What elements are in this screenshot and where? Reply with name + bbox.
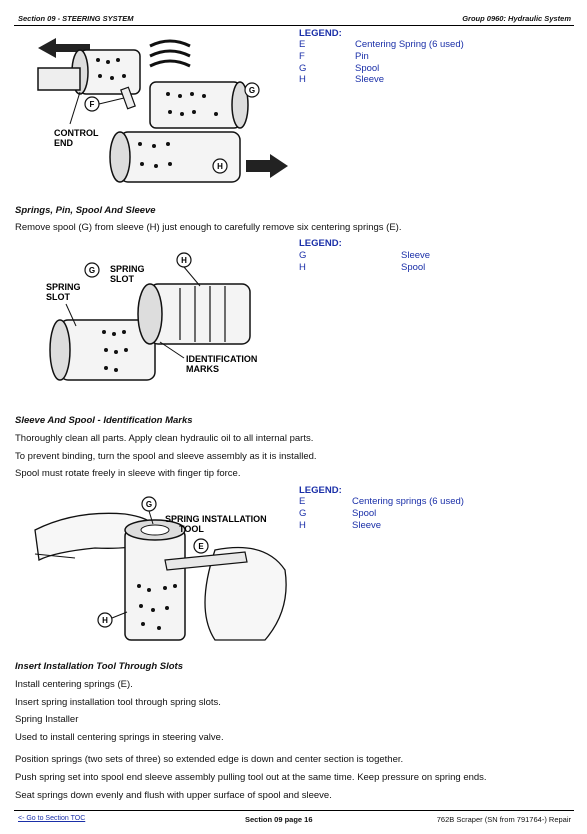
header-section-title: Section 09 - STEERING SYSTEM <box>18 14 134 23</box>
callout-g: G <box>248 86 256 95</box>
callout-h: H <box>217 162 223 171</box>
label-spring-slot-top-2: SLOT <box>110 274 134 284</box>
legend-1-value: Pin <box>355 51 369 62</box>
paragraph-line: Used to install centering springs in steering valve. <box>15 732 224 743</box>
legend-2-key: H <box>299 262 306 273</box>
section-heading-insert-installation-tool: Insert Installation Tool Through Slots <box>15 661 184 672</box>
legend-3-key: G <box>299 508 307 519</box>
legend-3-value: Spool <box>352 508 377 519</box>
legend-3-key: H <box>299 520 306 531</box>
go-to-section-toc-link[interactable]: <- Go to Section TOC <box>18 815 86 822</box>
callout-g-2: G <box>88 266 96 275</box>
header-divider <box>14 25 574 26</box>
figure-spool-sleeve-exploded <box>20 32 290 192</box>
paragraph-line: To prevent binding, turn the spool and sleeve assembly as it is installed. <box>15 451 317 462</box>
paragraph-line: Remove spool (G) from sleeve (H) just enough to carefully remove six centering springs (E). <box>15 222 402 233</box>
callout-h-3: H <box>102 616 108 625</box>
callout-e-3: E <box>198 542 204 551</box>
callout-g-3: G <box>145 500 153 509</box>
legend-1-key: H <box>299 74 306 85</box>
footer-page-number: Section 09 page 16 <box>245 815 313 824</box>
callout-f: F <box>89 100 95 109</box>
legend-2-title: LEGEND: <box>299 238 342 249</box>
legend-2-value: Sleeve <box>401 250 431 261</box>
legend-3-value: Sleeve <box>352 520 382 531</box>
legend-1-value: Centering Spring (6 used) <box>355 39 464 50</box>
paragraph-line: Push spring set into spool end sleeve assembly pulling tool out at the same time. Keep pressure on spring ends. <box>15 772 487 783</box>
paragraph-line: Install centering springs (E). <box>15 679 133 690</box>
label-spring-slot-top: SPRING <box>110 264 145 274</box>
label-identification-marks-2: MARKS <box>186 364 219 374</box>
callout-h-2: H <box>181 256 187 265</box>
section-heading-sleeve-spool-identification: Sleeve And Spool - Identification Marks <box>15 415 193 426</box>
legend-1-key: E <box>299 39 306 50</box>
footer-divider <box>14 810 574 811</box>
header-group-title: Group 0960: Hydraulic System <box>462 14 571 23</box>
label-control-end-2: END <box>54 138 74 148</box>
label-identification-marks: IDENTIFICATION <box>186 354 258 364</box>
legend-1-value: Sleeve <box>355 74 385 85</box>
paragraph-line: Thoroughly clean all parts. Apply clean hydraulic oil to all internal parts. <box>15 433 314 444</box>
legend-3-key: E <box>299 496 306 507</box>
label-spring-slot-left-2: SLOT <box>46 292 70 302</box>
legend-2-key: G <box>299 250 307 261</box>
legend-3-value: Centering springs (6 used) <box>352 496 464 507</box>
label-tool: TOOL <box>179 524 204 534</box>
figure-spring-installation-tool <box>15 490 295 650</box>
section-heading-springs-pin-spool-sleeve: Springs, Pin, Spool And Sleeve <box>15 205 156 216</box>
paragraph-line: Spring Installer <box>15 714 79 725</box>
paragraph-line: Insert spring installation tool through spring slots. <box>15 697 221 708</box>
legend-1-title: LEGEND: <box>299 28 342 39</box>
legend-1-key: F <box>299 51 305 62</box>
legend-1-key: G <box>299 63 307 74</box>
legend-1-value: Spool <box>355 63 380 74</box>
paragraph-line: Spool must rotate freely in sleeve with finger tip force. <box>15 468 241 479</box>
figure-identification-marks <box>40 250 280 390</box>
legend-3-title: LEGEND: <box>299 485 342 496</box>
legend-2-value: Spool <box>401 262 426 273</box>
footer-product: 762B Scraper (SN from 791764-) Repair <box>436 815 571 824</box>
paragraph-line: Position springs (two sets of three) so extended edge is down and center section is together. <box>15 754 404 765</box>
label-control-end: CONTROL <box>54 128 99 138</box>
label-spring-installation: SPRING INSTALLATION <box>165 514 267 524</box>
label-spring-slot-left: SPRING <box>46 282 81 292</box>
paragraph-line: Seat springs down evenly and flush with upper surface of spool and sleeve. <box>15 790 332 801</box>
